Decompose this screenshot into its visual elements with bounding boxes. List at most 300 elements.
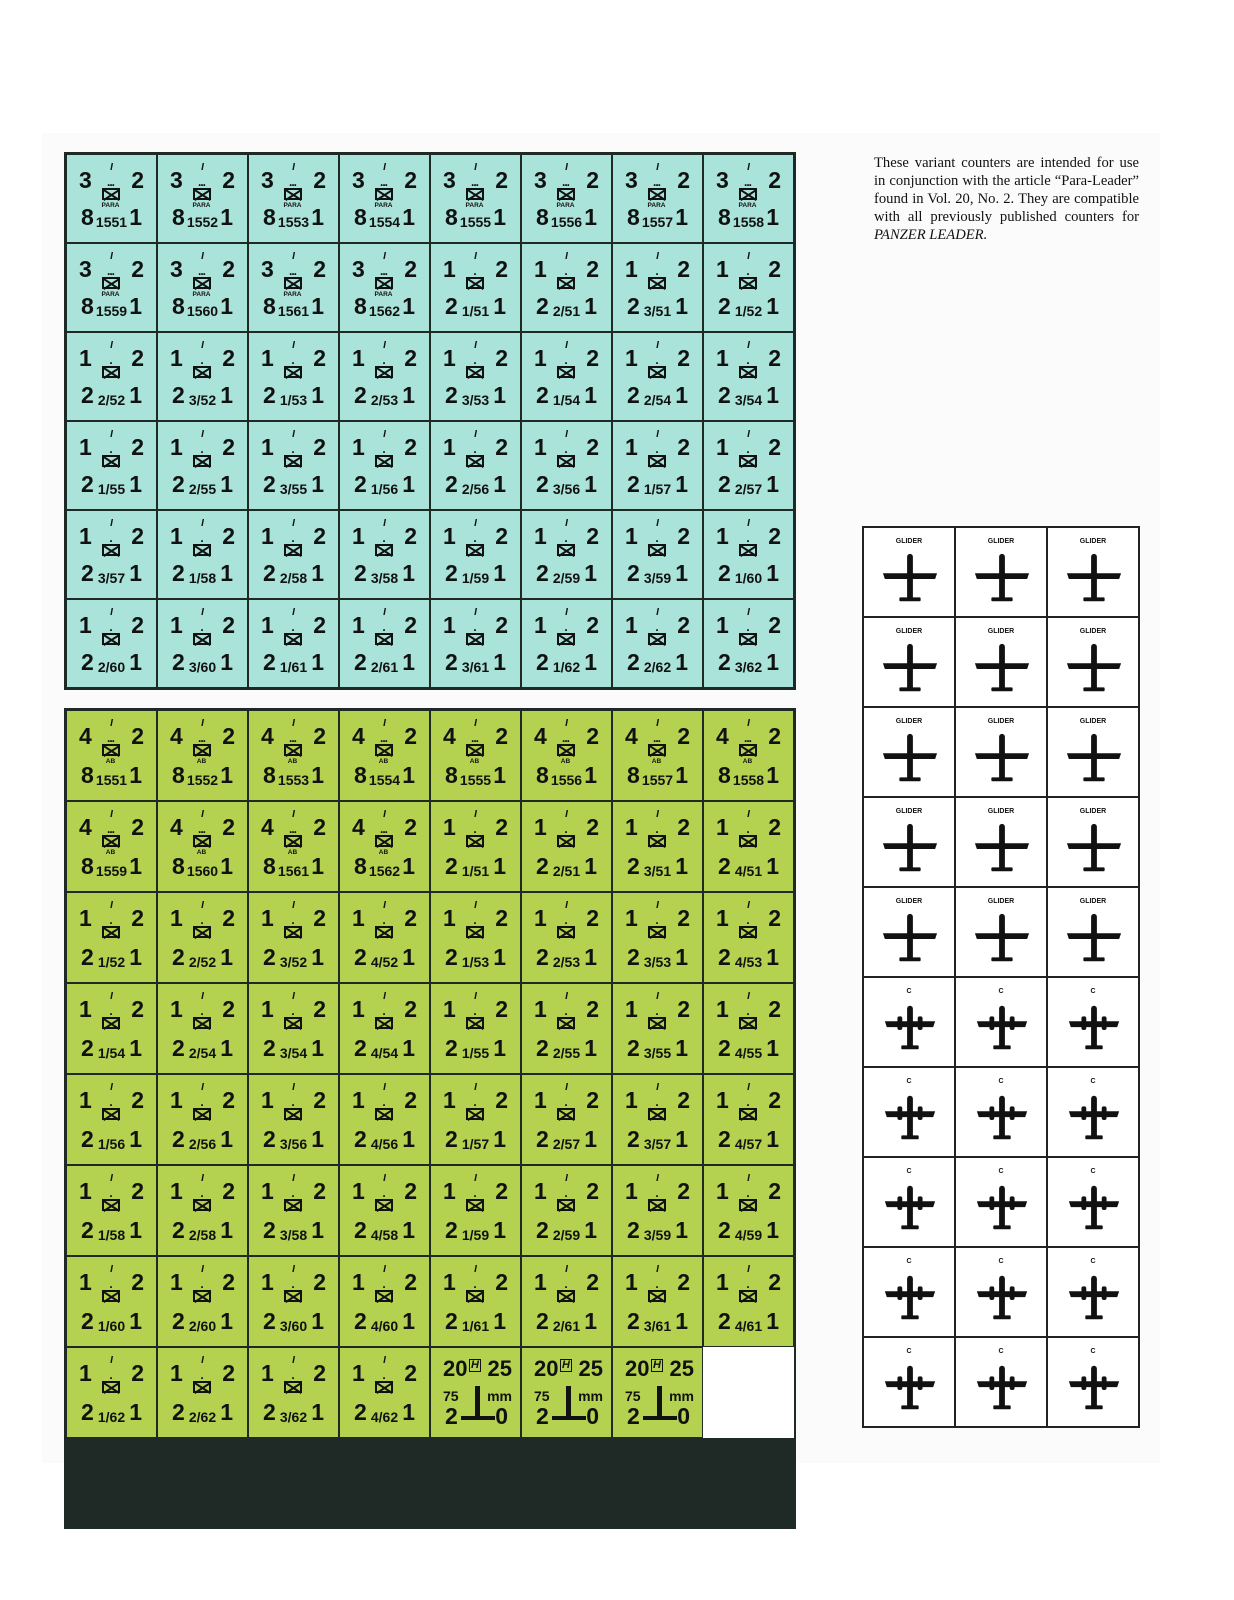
attack-factor: 1 xyxy=(352,345,365,371)
infantry-counter[interactable] xyxy=(339,421,430,510)
range-factor: 2 xyxy=(222,1360,235,1386)
range-factor: 2 xyxy=(768,612,781,638)
infantry-symbol-icon xyxy=(280,824,314,862)
unit-size: I xyxy=(747,607,750,618)
infantry-symbol-icon xyxy=(98,533,132,571)
range-factor: 2 xyxy=(677,612,690,638)
unit-id: 3/51 xyxy=(643,303,672,319)
infantry-counter[interactable] xyxy=(521,599,612,688)
unit-id: 3/55 xyxy=(643,1045,672,1061)
infantry-counter[interactable] xyxy=(157,1165,248,1256)
aircraft-counter[interactable] xyxy=(955,1337,1047,1427)
infantry-counter[interactable] xyxy=(703,599,794,688)
infantry-box-icon xyxy=(466,633,484,645)
range-factor: 2 xyxy=(677,345,690,371)
movement-factor: 1 xyxy=(493,293,506,319)
movement-factor: 1 xyxy=(675,853,688,879)
infantry-counter[interactable] xyxy=(248,332,339,421)
infantry-counter[interactable] xyxy=(612,421,703,510)
range-factor: 2 xyxy=(768,814,781,840)
attack-factor: 1 xyxy=(79,345,92,371)
infantry-symbol-icon xyxy=(644,1006,678,1044)
defense-factor: 8 xyxy=(354,853,367,879)
size-dots: . xyxy=(109,353,112,367)
infantry-counter[interactable] xyxy=(339,154,430,243)
unit-size: I xyxy=(383,162,386,173)
infantry-symbol-icon xyxy=(553,533,587,571)
infantry-counter[interactable] xyxy=(248,243,339,332)
unit-size: I xyxy=(656,809,659,820)
movement-factor: 1 xyxy=(675,762,688,788)
unit-id: 2/62 xyxy=(643,659,672,675)
unit-id: 2/54 xyxy=(188,1045,217,1061)
infantry-box-icon xyxy=(739,633,757,645)
infantry-box-icon xyxy=(375,1381,393,1393)
aircraft-counter[interactable] xyxy=(863,887,955,977)
infantry-counter[interactable] xyxy=(703,1165,794,1256)
infantry-box-icon xyxy=(284,744,302,756)
defense-factor: 2 xyxy=(354,560,367,586)
infantry-counter[interactable] xyxy=(157,801,248,892)
aircraft-counter[interactable] xyxy=(1047,797,1139,887)
unit-id: 2/62 xyxy=(188,1409,217,1425)
infantry-box-icon xyxy=(102,926,120,938)
infantry-box-icon xyxy=(102,1199,120,1211)
infantry-symbol-icon xyxy=(553,733,587,771)
movement-factor: 1 xyxy=(311,560,324,586)
artillery-counter[interactable] xyxy=(430,1347,521,1438)
movement-factor: 1 xyxy=(129,1035,142,1061)
unit-id: 1/61 xyxy=(461,1318,490,1334)
infantry-counter[interactable] xyxy=(430,1074,521,1165)
range-factor: 2 xyxy=(768,434,781,460)
transport-plane-icon xyxy=(881,1180,939,1238)
infantry-box-icon xyxy=(193,544,211,556)
unit-id: 1556 xyxy=(550,772,583,788)
defense-factor: 2 xyxy=(627,944,640,970)
aircraft-counter[interactable] xyxy=(1047,527,1139,617)
infantry-symbol-icon xyxy=(553,177,587,215)
infantry-counter[interactable] xyxy=(430,599,521,688)
infantry-counter[interactable] xyxy=(521,421,612,510)
infantry-counter[interactable] xyxy=(703,1074,794,1165)
size-dots: . xyxy=(291,913,294,927)
aircraft-counter[interactable] xyxy=(955,1247,1047,1337)
infantry-counter[interactable] xyxy=(430,243,521,332)
infantry-box-icon xyxy=(102,835,120,847)
range-factor: 2 xyxy=(404,1178,417,1204)
infantry-counter[interactable] xyxy=(612,332,703,421)
movement-factor: 1 xyxy=(766,1308,779,1334)
unit-id: 1/57 xyxy=(643,481,672,497)
infantry-counter[interactable] xyxy=(521,510,612,599)
infantry-counter[interactable] xyxy=(66,1165,157,1256)
infantry-counter[interactable] xyxy=(248,983,339,1074)
aircraft-counter[interactable] xyxy=(863,1247,955,1337)
infantry-counter[interactable] xyxy=(248,892,339,983)
infantry-counter[interactable] xyxy=(339,1256,430,1347)
movement-factor: 0 xyxy=(495,1403,508,1429)
infantry-counter[interactable] xyxy=(248,1347,339,1438)
infantry-counter[interactable] xyxy=(703,510,794,599)
aircraft-counter[interactable] xyxy=(863,617,955,707)
gun-post-icon xyxy=(657,1386,662,1416)
aircraft-type-label: C xyxy=(1090,1348,1096,1355)
infantry-counter[interactable] xyxy=(430,421,521,510)
unit-id: 3/60 xyxy=(188,659,217,675)
defense-factor: 2 xyxy=(445,382,458,408)
infantry-box-icon xyxy=(284,455,302,467)
gun-base-icon xyxy=(643,1416,677,1420)
infantry-symbol-icon xyxy=(462,355,496,393)
infantry-counter[interactable] xyxy=(521,332,612,421)
defense-factor: 2 xyxy=(354,1126,367,1152)
unit-type-tag: PARA xyxy=(465,202,484,209)
infantry-counter[interactable] xyxy=(703,892,794,983)
defense-factor: 2 xyxy=(172,471,185,497)
infantry-counter[interactable] xyxy=(157,1256,248,1347)
infantry-counter[interactable] xyxy=(157,983,248,1074)
infantry-symbol-icon xyxy=(735,533,769,571)
infantry-counter[interactable] xyxy=(339,1347,430,1438)
artillery-counter[interactable] xyxy=(521,1347,612,1438)
infantry-counter[interactable] xyxy=(339,332,430,421)
range-factor: 2 xyxy=(586,612,599,638)
infantry-counter[interactable] xyxy=(66,983,157,1074)
size-dots: ... xyxy=(652,731,660,745)
range-factor: 2 xyxy=(404,1087,417,1113)
infantry-counter[interactable] xyxy=(66,1347,157,1438)
infantry-counter[interactable] xyxy=(430,1165,521,1256)
attack-factor: 1 xyxy=(79,523,92,549)
infantry-counter[interactable] xyxy=(248,1256,339,1347)
infantry-counter[interactable] xyxy=(157,243,248,332)
infantry-counter[interactable] xyxy=(521,1256,612,1347)
infantry-counter[interactable] xyxy=(66,421,157,510)
aircraft-counter[interactable] xyxy=(1047,1247,1139,1337)
defense-factor: 8 xyxy=(172,853,185,879)
glider-plane-icon xyxy=(881,730,939,788)
size-dots: . xyxy=(473,1277,476,1291)
aircraft-type-label: GLIDER xyxy=(895,898,923,905)
infantry-counter[interactable] xyxy=(248,510,339,599)
infantry-box-icon xyxy=(102,366,120,378)
unit-size: I xyxy=(201,607,204,618)
infantry-counter[interactable] xyxy=(339,510,430,599)
range-factor: 2 xyxy=(586,345,599,371)
infantry-counter[interactable] xyxy=(612,510,703,599)
infantry-box-icon xyxy=(648,1108,666,1120)
infantry-counter[interactable] xyxy=(66,1074,157,1165)
unit-size: I xyxy=(565,809,568,820)
infantry-counter[interactable] xyxy=(66,710,157,801)
aircraft-counter[interactable] xyxy=(863,797,955,887)
infantry-counter[interactable] xyxy=(248,599,339,688)
infantry-counter[interactable] xyxy=(612,710,703,801)
attack-factor: 1 xyxy=(170,523,183,549)
size-dots: . xyxy=(109,620,112,634)
infantry-counter[interactable] xyxy=(430,332,521,421)
infantry-counter[interactable] xyxy=(612,892,703,983)
infantry-counter[interactable] xyxy=(612,1165,703,1256)
infantry-box-icon xyxy=(557,277,575,289)
infantry-counter[interactable] xyxy=(521,892,612,983)
infantry-counter[interactable] xyxy=(157,1347,248,1438)
infantry-symbol-icon xyxy=(371,1370,405,1408)
infantry-counter[interactable] xyxy=(339,1074,430,1165)
infantry-counter[interactable] xyxy=(612,154,703,243)
aircraft-type-label: C xyxy=(906,988,912,995)
infantry-symbol-icon xyxy=(280,533,314,571)
aircraft-counter[interactable] xyxy=(1047,1337,1139,1427)
aircraft-counter[interactable] xyxy=(955,797,1047,887)
range-factor: 2 xyxy=(222,1269,235,1295)
unit-id: 1/51 xyxy=(461,863,490,879)
movement-factor: 1 xyxy=(311,1399,324,1425)
infantry-counter[interactable] xyxy=(66,892,157,983)
infantry-symbol-icon xyxy=(462,1097,496,1135)
infantry-counter[interactable] xyxy=(430,710,521,801)
attack-factor: 4 xyxy=(79,814,92,840)
aircraft-counter[interactable] xyxy=(955,887,1047,977)
infantry-counter[interactable] xyxy=(339,983,430,1074)
infantry-counter[interactable] xyxy=(66,510,157,599)
infantry-counter[interactable] xyxy=(157,154,248,243)
range-factor: 2 xyxy=(222,814,235,840)
size-dots: ... xyxy=(652,175,660,189)
unit-id: 1/60 xyxy=(734,570,763,586)
infantry-counter[interactable] xyxy=(339,243,430,332)
infantry-counter[interactable] xyxy=(248,154,339,243)
infantry-counter[interactable] xyxy=(612,243,703,332)
size-dots: ... xyxy=(288,731,296,745)
infantry-counter[interactable] xyxy=(339,892,430,983)
attack-factor: 3 xyxy=(625,167,638,193)
infantry-counter[interactable] xyxy=(430,510,521,599)
aircraft-counter[interactable] xyxy=(1047,1157,1139,1247)
unit-id: 1/53 xyxy=(461,954,490,970)
aircraft-counter[interactable] xyxy=(863,1337,955,1427)
aircraft-counter[interactable] xyxy=(863,707,955,797)
aircraft-counter[interactable] xyxy=(1047,887,1139,977)
attack-factor: 1 xyxy=(261,1087,274,1113)
unit-size: I xyxy=(747,518,750,529)
size-dots: . xyxy=(473,264,476,278)
infantry-counter[interactable] xyxy=(157,1074,248,1165)
aircraft-counter[interactable] xyxy=(955,1067,1047,1157)
infantry-symbol-icon xyxy=(371,1097,405,1135)
infantry-counter[interactable] xyxy=(157,599,248,688)
defense-factor: 8 xyxy=(445,204,458,230)
movement-factor: 1 xyxy=(493,471,506,497)
infantry-counter[interactable] xyxy=(703,983,794,1074)
unit-size: I xyxy=(383,607,386,618)
unit-type-tag: AB xyxy=(196,758,207,765)
infantry-counter[interactable] xyxy=(157,421,248,510)
infantry-counter[interactable] xyxy=(521,243,612,332)
infantry-counter[interactable] xyxy=(339,710,430,801)
attack-factor: 1 xyxy=(625,345,638,371)
aircraft-counter[interactable] xyxy=(955,707,1047,797)
unit-id: 2/61 xyxy=(370,659,399,675)
glider-plane-icon xyxy=(973,820,1031,878)
range-factor: 2 xyxy=(586,256,599,282)
unit-size: I xyxy=(474,162,477,173)
infantry-counter[interactable] xyxy=(66,1256,157,1347)
infantry-counter[interactable] xyxy=(521,983,612,1074)
defense-factor: 2 xyxy=(81,382,94,408)
infantry-counter[interactable] xyxy=(157,710,248,801)
range-factor: 2 xyxy=(313,905,326,931)
infantry-counter[interactable] xyxy=(248,1074,339,1165)
aircraft-counter[interactable] xyxy=(955,527,1047,617)
infantry-counter[interactable] xyxy=(703,332,794,421)
movement-factor: 1 xyxy=(675,944,688,970)
movement-factor: 1 xyxy=(584,1035,597,1061)
unit-id: 4/62 xyxy=(370,1409,399,1425)
defense-factor: 2 xyxy=(172,382,185,408)
transport-plane-icon xyxy=(973,1360,1031,1418)
aircraft-counter[interactable] xyxy=(863,1157,955,1247)
aircraft-counter[interactable] xyxy=(955,1157,1047,1247)
attack-factor: 1 xyxy=(79,996,92,1022)
movement-factor: 1 xyxy=(220,293,233,319)
infantry-counter[interactable] xyxy=(248,1165,339,1256)
infantry-counter[interactable] xyxy=(430,801,521,892)
infantry-counter[interactable] xyxy=(66,154,157,243)
movement-factor: 1 xyxy=(675,1035,688,1061)
infantry-counter[interactable] xyxy=(248,421,339,510)
range-factor: 2 xyxy=(768,1178,781,1204)
defense-factor: 2 xyxy=(536,560,549,586)
movement-factor: 1 xyxy=(402,762,415,788)
infantry-box-icon xyxy=(466,744,484,756)
defense-factor: 2 xyxy=(627,1308,640,1334)
infantry-box-icon xyxy=(466,277,484,289)
range-factor: 2 xyxy=(677,723,690,749)
aircraft-counter[interactable] xyxy=(1047,977,1139,1067)
movement-factor: 1 xyxy=(675,649,688,675)
aircraft-counter[interactable] xyxy=(863,977,955,1067)
infantry-counter[interactable] xyxy=(339,599,430,688)
aircraft-type-label: C xyxy=(998,1078,1004,1085)
attack-factor: 4 xyxy=(625,723,638,749)
defense-factor: 8 xyxy=(263,204,276,230)
infantry-counter[interactable] xyxy=(612,983,703,1074)
infantry-counter[interactable] xyxy=(612,801,703,892)
infantry-counter[interactable] xyxy=(521,154,612,243)
infantry-counter[interactable] xyxy=(703,243,794,332)
defense-factor: 2 xyxy=(263,560,276,586)
infantry-counter[interactable] xyxy=(703,1256,794,1347)
infantry-counter[interactable] xyxy=(248,710,339,801)
infantry-counter[interactable] xyxy=(612,599,703,688)
aircraft-counter[interactable] xyxy=(863,1067,955,1157)
movement-factor: 1 xyxy=(766,293,779,319)
infantry-counter[interactable] xyxy=(157,332,248,421)
aircraft-counter[interactable] xyxy=(1047,1067,1139,1157)
infantry-box-icon xyxy=(375,455,393,467)
infantry-counter[interactable] xyxy=(430,1256,521,1347)
unit-id: 1556 xyxy=(550,214,583,230)
infantry-counter[interactable] xyxy=(521,801,612,892)
movement-factor: 1 xyxy=(220,560,233,586)
infantry-counter[interactable] xyxy=(430,154,521,243)
infantry-counter[interactable] xyxy=(703,154,794,243)
infantry-counter[interactable] xyxy=(66,332,157,421)
range-factor: 2 xyxy=(677,1178,690,1204)
unit-id: 1/59 xyxy=(461,1227,490,1243)
size-dots: . xyxy=(564,353,567,367)
aircraft-type-label: C xyxy=(1090,1168,1096,1175)
infantry-counter[interactable] xyxy=(430,892,521,983)
infantry-counter[interactable] xyxy=(248,801,339,892)
defense-factor: 2 xyxy=(627,1403,640,1429)
aircraft-counter[interactable] xyxy=(863,527,955,617)
infantry-counter[interactable] xyxy=(521,1074,612,1165)
defense-factor: 2 xyxy=(627,649,640,675)
infantry-counter[interactable] xyxy=(157,510,248,599)
infantry-counter[interactable] xyxy=(703,421,794,510)
size-dots: ... xyxy=(288,822,296,836)
range-factor: 2 xyxy=(586,905,599,931)
transport-plane-icon xyxy=(1065,1270,1123,1328)
infantry-counter[interactable] xyxy=(66,599,157,688)
defense-factor: 8 xyxy=(81,853,94,879)
artillery-counter[interactable] xyxy=(612,1347,703,1438)
attack-factor: 1 xyxy=(261,1178,274,1204)
infantry-symbol-icon xyxy=(280,1279,314,1317)
infantry-counter[interactable] xyxy=(157,892,248,983)
aircraft-counter[interactable] xyxy=(1047,707,1139,797)
infantry-counter[interactable] xyxy=(612,1074,703,1165)
infantry-counter[interactable] xyxy=(521,1165,612,1256)
movement-factor: 1 xyxy=(311,1126,324,1152)
movement-factor: 1 xyxy=(129,1399,142,1425)
size-dots: . xyxy=(564,1277,567,1291)
defense-factor: 2 xyxy=(718,1217,731,1243)
unit-id: 4/58 xyxy=(370,1227,399,1243)
infantry-counter[interactable] xyxy=(430,983,521,1074)
aircraft-counter[interactable] xyxy=(1047,617,1139,707)
infantry-counter[interactable] xyxy=(612,1256,703,1347)
infantry-counter[interactable] xyxy=(66,243,157,332)
attack-factor: 1 xyxy=(625,256,638,282)
unit-size: I xyxy=(201,991,204,1002)
attack-factor: 1 xyxy=(352,996,365,1022)
aircraft-counter[interactable] xyxy=(955,617,1047,707)
unit-id: 1552 xyxy=(186,214,219,230)
size-dots: . xyxy=(473,531,476,545)
movement-factor: 1 xyxy=(402,1308,415,1334)
defense-factor: 2 xyxy=(263,471,276,497)
infantry-counter[interactable] xyxy=(66,801,157,892)
size-dots: . xyxy=(473,1186,476,1200)
infantry-symbol-icon xyxy=(280,1370,314,1408)
infantry-counter[interactable] xyxy=(703,801,794,892)
aircraft-counter[interactable] xyxy=(955,977,1047,1067)
unit-size: I xyxy=(201,1264,204,1275)
range-factor: 2 xyxy=(222,905,235,931)
infantry-counter[interactable] xyxy=(521,710,612,801)
infantry-counter[interactable] xyxy=(703,710,794,801)
defense-factor: 2 xyxy=(445,853,458,879)
infantry-counter[interactable] xyxy=(339,801,430,892)
infantry-counter[interactable] xyxy=(339,1165,430,1256)
unit-size: I xyxy=(656,1082,659,1093)
unit-id: 1558 xyxy=(732,772,765,788)
aircraft-type-label: GLIDER xyxy=(895,718,923,725)
